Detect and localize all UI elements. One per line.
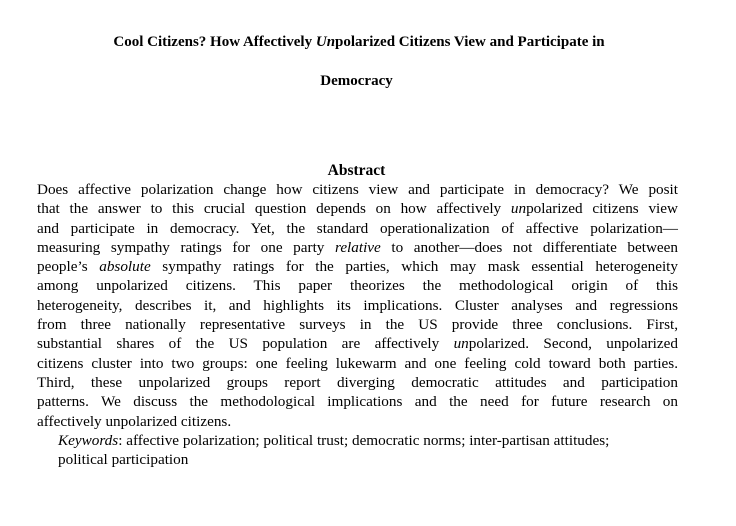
keywords-label: Keywords: [58, 431, 119, 449]
abstract-line: affectively unpolarized citizens.: [37, 412, 232, 430]
abstract-line: patterns. We discuss the methodological implications and the need for future research on: [37, 393, 678, 411]
abstract-text: that the answer to this crucial question depends on how affectively: [37, 200, 511, 218]
abstract-emphasis: relative: [334, 238, 381, 256]
abstract-line: [37, 199, 678, 218]
abstract-line: from three nationally representative surveys in the US provide three conclusions. First,: [37, 316, 678, 334]
abstract-line: heterogeneity, describes it, and highlights its implications. Cluster analyses and regressions: [37, 296, 678, 314]
keywords-text: : affective polarization; political trust; democratic norms; inter-partisan attitudes;: [118, 431, 610, 449]
keywords: [37, 431, 678, 470]
abstract-emphasis: un: [510, 200, 527, 218]
abstract-text: to another—does not differentiate between: [380, 238, 678, 256]
abstract-line: among unpolarized citizens. This paper theorizes the methodological origin of this: [37, 277, 678, 295]
abstract-body: [37, 180, 678, 469]
abstract-line: Does affective polarization change how citizens view and participate in democracy? We posit: [37, 181, 678, 198]
title-text-a: Cool Citizens? How Affectively: [113, 34, 316, 50]
abstract-line: and participate in democracy. Yet, the standard operationalization of affective polarization—: [37, 219, 678, 237]
title-text-b: polarized Citizens View and Participate in: [335, 34, 605, 50]
title-text-italic: Un: [315, 34, 336, 50]
abstract-text: polarized. Second, unpolarized: [468, 335, 678, 353]
abstract-line: citizens cluster into two groups: one feeling lukewarm and one feeling cold toward both parties.: [37, 354, 678, 372]
abstract-emphasis: absolute: [99, 258, 151, 276]
keywords-line-1: [58, 431, 678, 450]
abstract-heading: Abstract: [327, 162, 386, 179]
abstract-text: polarized citizens view: [526, 200, 678, 218]
abstract-text: sympathy ratings for the parties, which may mask essential heterogeneity: [150, 258, 678, 276]
abstract-line: [37, 334, 678, 353]
paper-title-line-2: Democracy: [320, 73, 393, 89]
abstract-emphasis: un: [453, 335, 469, 353]
abstract-text: people’s: [37, 258, 100, 276]
abstract-text: measuring sympathy ratings for one party: [37, 238, 335, 256]
paper-title-line-1: [0, 34, 718, 51]
abstract-line: [37, 238, 678, 257]
abstract-text: substantial shares of the US population are affectively: [37, 335, 454, 353]
abstract-line: Third, these unpolarized groups report diverging democratic attitudes and participation: [37, 373, 678, 391]
keywords-line-2: political participation: [58, 451, 189, 469]
abstract-line: [37, 257, 678, 276]
